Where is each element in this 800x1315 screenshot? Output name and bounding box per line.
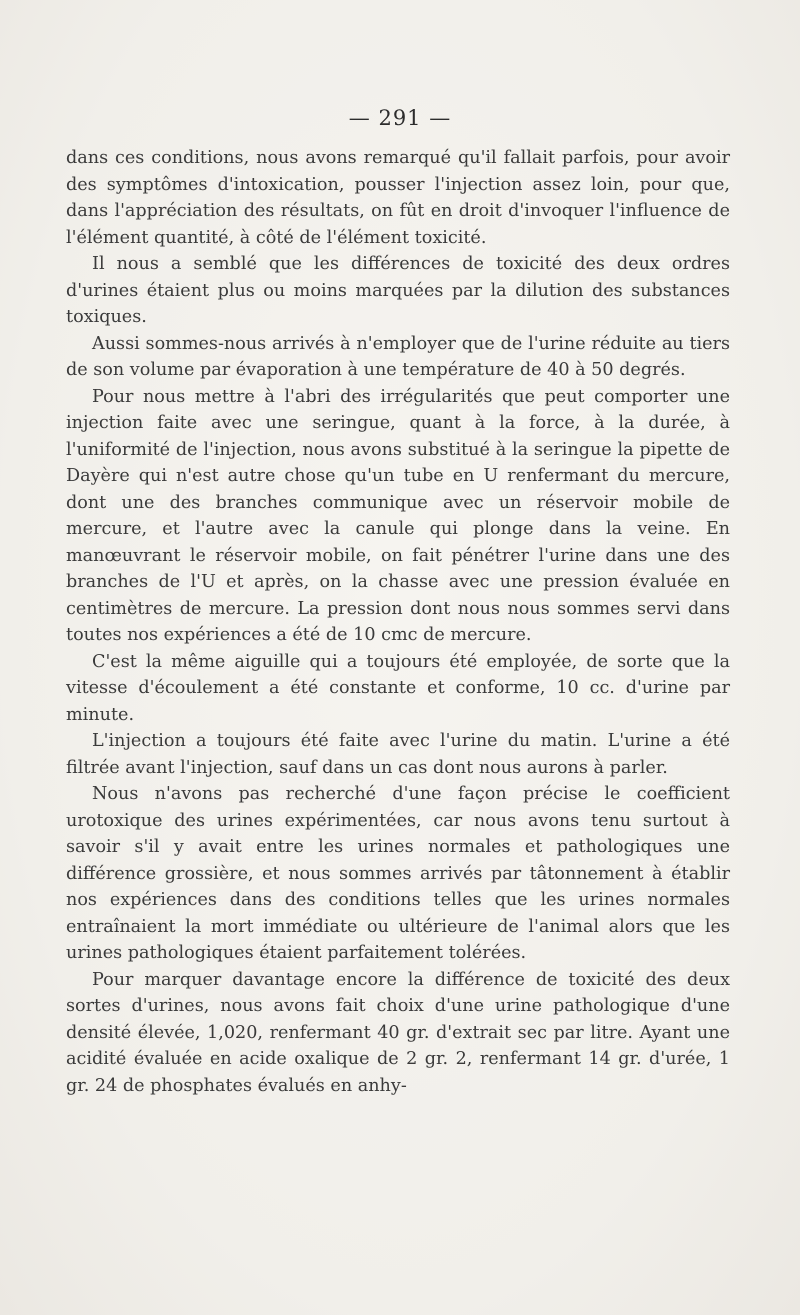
paragraph: L'injection a toujours été faite avec l'urine du matin. L'urine a été filtrée avant l'injection, sauf dans un cas dont nous aurons à parler. (66, 731, 730, 778)
paragraph: C'est la même aiguille qui a toujours été employée, de sorte que la vitesse d'écoulement a été constante et conforme, 10 cc. d'urine par minute. (66, 651, 730, 725)
paragraph: Nous n'avons pas recherché d'une façon précise le coefficient urotoxique des urines expérimentées, car nous avons tenu surtout à savoir s'il y avait entre les urines normales et pathologiques une différence grossière, et nous sommes arrivés par tâtonnement à établir nos expériences dans des conditions telles que les urines normales entraînaient la mort immédiate ou ultérieure de l'animal alors que les urines pathologiques étaient parfaitement tolérées. (66, 784, 730, 963)
paragraph: Pour nous mettre à l'abri des irrégularités que peut comporter une injection faite avec une seringue, quant à la force, à la durée, à l'uniformité de l'injection, nous avons substitué à la seringue la pipette de Dayère qui n'est autre chose qu'un tube en U renfermant du mercure, dont une des branches communique avec un réservoir mobile de mercure, et l'autre avec la canule qui plonge dans la veine. En manœuvrant le réservoir mobile, on fait pénétrer l'urine dans une des branches de l'U et après, on la chasse avec une pression évaluée en centimètres de mercure. La pression dont nous nous sommes servi dans toutes nos expériences a été de 10 cmc de mercure. (66, 386, 730, 645)
paragraph: Il nous a semblé que les différences de toxicité des deux ordres d'urines étaient plus ou moins marquées par la dilution des substances toxiques. (66, 254, 730, 327)
paragraph: Aussi sommes-nous arrivés à n'employer que de l'urine réduite au tiers de son volume par évaporation à une température de 40 à 50 degrés. (66, 333, 730, 380)
page-number: — 291 — (348, 106, 452, 130)
paragraph: Pour marquer davantage encore la différence de toxicité des deux sortes d'urines, nous avons fait choix d'une urine pathologique d'une densité élevée, 1,020, renfermant 40 gr. d'extrait sec par litre. Ayant une acidité évaluée en acide oxalique de 2 gr. 2, renfermant 14 gr. d'urée, 1 gr. 24 de phosphates évalués en anhy- (66, 969, 730, 1096)
body-text (66, 145, 730, 1099)
paragraph: dans ces conditions, nous avons remarqué qu'il fallait parfois, pour avoir des symptômes d'intoxication, pousser l'injection assez loin, pour que, dans l'appréciation des résultats, on fût en droit d'invoquer l'influence de l'élément quantité, à côté de l'élément toxicité. (66, 148, 730, 248)
